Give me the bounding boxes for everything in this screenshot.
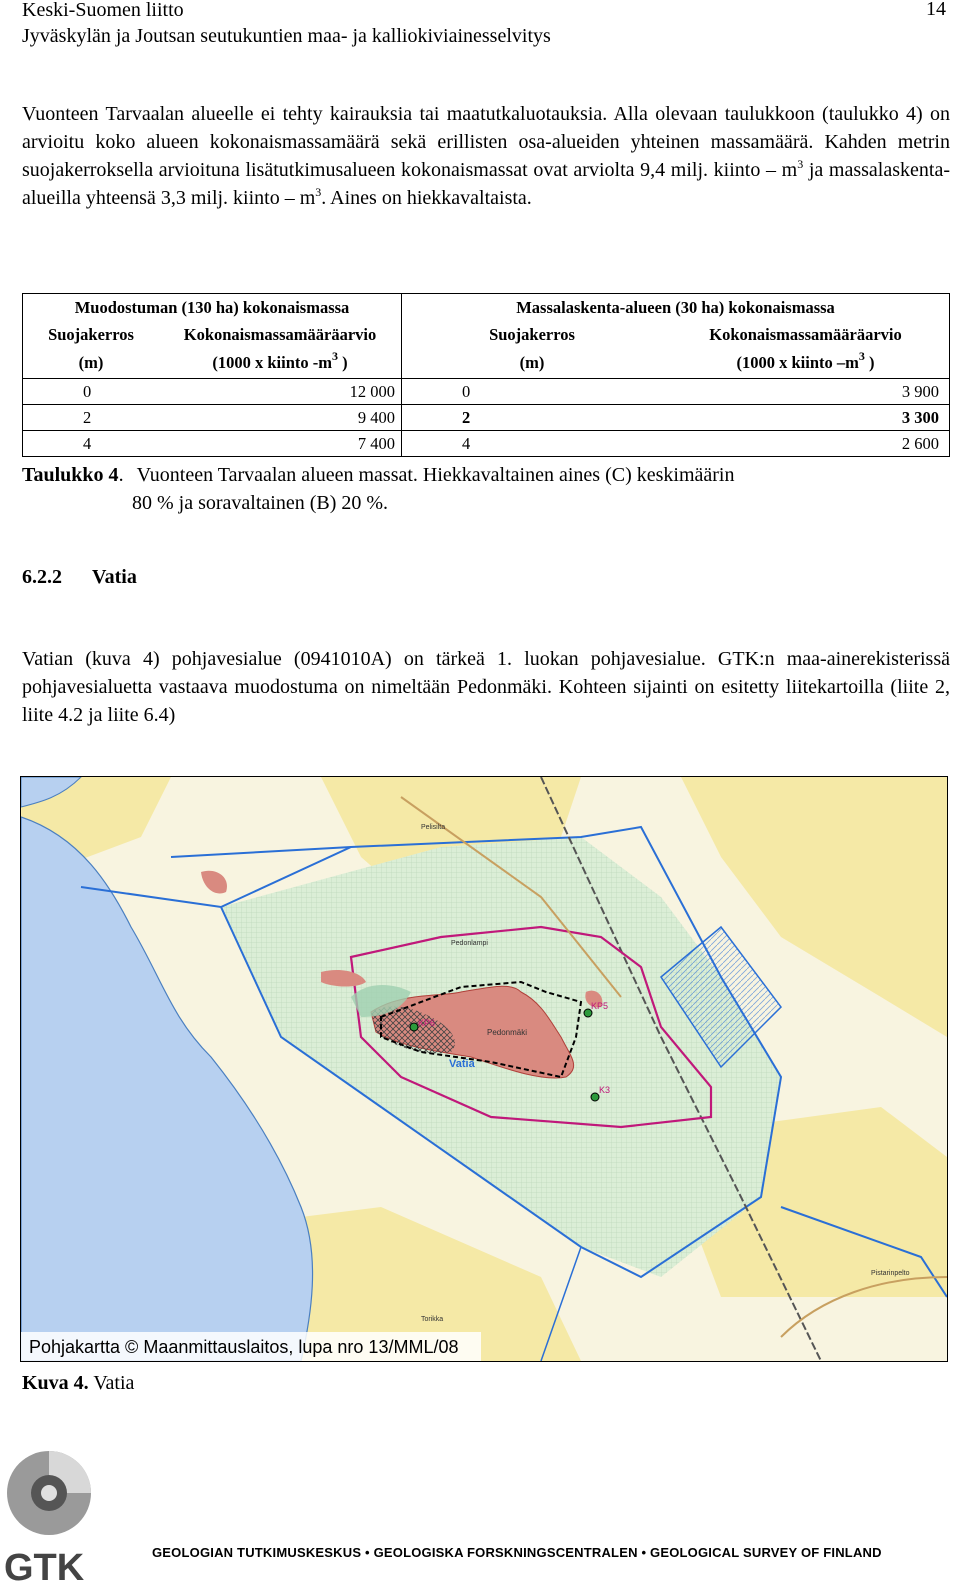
unit-left-close: ) [338, 353, 348, 372]
map-label-pedonlampi: Pedonlampi [451, 940, 488, 947]
table-caption [22, 461, 734, 489]
gtk-logo [4, 1445, 124, 1583]
map-label-pelisilta: Pelisilta [421, 824, 446, 831]
intro-paragraph [22, 100, 950, 212]
col-header-suojakerros-left: Suojakerros [48, 324, 134, 344]
col-header-kokonais-right: Kokonaismassamääräarvio [709, 324, 902, 344]
map-figure [20, 776, 948, 1362]
unit-right-sup: 3 [858, 349, 865, 363]
cell-suoja-right: 2 [402, 405, 663, 431]
figure-label: Kuva 4. [22, 1372, 89, 1394]
map-copyright: Pohjakartta © Maanmittauslaitos, lupa nro 13/MML/08 [29, 1337, 459, 1357]
cell-suoja-left: 0 [23, 379, 160, 405]
unit-right-text: (1000 x kiinto –m [736, 353, 859, 372]
header-org: Keski-Suomen liitto [22, 0, 184, 21]
table-unit-row [23, 348, 950, 379]
unit-m-right: (m) [519, 353, 545, 372]
cell-value-left: 9 400 [159, 405, 402, 431]
footer-institutions: GEOLOGIAN TUTKIMUSKESKUS • GEOLOGISKA FORSKNINGSCENTRALEN • GEOLOGICAL SURVEY OF FINLAND [152, 1545, 882, 1560]
map-label-pistarinpelto: Pistarinpelto [871, 1270, 910, 1277]
intro-sup-1: 3 [797, 157, 804, 171]
caption-label: Taulukko 4 [22, 464, 119, 486]
map-label-pedonmaki: Pedonmäki [487, 1028, 528, 1037]
table-row [23, 405, 950, 431]
cell-suoja-right: 4 [402, 431, 663, 457]
section-paragraph: Vatian (kuva 4) pohjavesialue (0941010A) on tärkeä 1. luokan pohjavesialue. GTK:n maa-ainerekisterissä pohjavesialuetta vastaava muodostuma on nimeltään Pedonmäki. Kohteen sijainti on esitetty liitekartoilla (liite 2, liite 4.2 ja liite 6.4) [22, 648, 950, 726]
cell-value-right: 3 900 [662, 379, 950, 405]
caption-text-2: 80 % ja soravaltainen (B) 20 %. [132, 492, 389, 514]
cell-suoja-left: 4 [23, 431, 160, 457]
col-header-kokonais-left: Kokonaismassamääräarvio [159, 321, 402, 348]
cell-value-right: 2 600 [662, 431, 950, 457]
caption-dot: . [118, 464, 124, 486]
map-canvas [21, 777, 947, 1361]
unit-m-left: (m) [78, 353, 104, 372]
table-group-header-row [23, 294, 950, 322]
map-label-k3: K3 [599, 1085, 611, 1095]
map-label-kp5: KP5 [591, 1001, 609, 1011]
table-row [23, 379, 950, 405]
table-column-header-row [23, 321, 950, 348]
cell-value-left: 7 400 [159, 431, 402, 457]
intro-text-2: ja massalaskenta-alueilla yhteensä 3,3 milj. kiinto – m [22, 159, 950, 209]
table-row [23, 431, 950, 457]
caption-text-1: Vuonteen Tarvaalan alueen massat. Hiekkavaltainen aines (C) keskimäärin [136, 464, 735, 486]
gtk-logo-text: GTK [4, 1547, 85, 1583]
intro-sup-2: 3 [315, 185, 322, 199]
group-header-left: Muodostuman (130 ha) kokonaismassa [23, 294, 402, 322]
map-label-torikka: Torikka [421, 1316, 444, 1323]
unit-left-sup: 3 [332, 349, 338, 363]
cell-suoja-right: 0 [402, 379, 663, 405]
unit-right-close: ) [864, 353, 875, 372]
unit-left-text: (1000 x kiinto -m [212, 353, 332, 372]
map-label-kp6: KP6 [418, 1018, 436, 1028]
group-header-right: Massalaskenta-alueen (30 ha) kokonaismassa [516, 297, 835, 317]
intro-text-1: Vuonteen Tarvaalan alueelle ei tehty kairauksia tai maatutkaluotauksia. Alla olevaan taulukkoon (taulukko 4) on arvioitu koko alueen kokonaismassamäärä sekä erillisten osa-alueiden yhteinen massamäärä. Kahden metrin suojakerroksella arvioituna lisätutkimusalueen kokonaismassat ovat arviolta 9,4 milj. kiinto – m [22, 103, 950, 181]
col-header-suojakerros-right: Suojakerros [489, 324, 575, 344]
gtk-globe-icon [4, 1445, 124, 1583]
cell-value-left: 12 000 [159, 379, 402, 405]
cell-value-right: 3 300 [662, 405, 950, 431]
header-report-title: Jyväskylän ja Joutsan seutukuntien maa- ja kalliokiviainesselvitys [22, 25, 551, 47]
section-number: 6.2.2 [22, 566, 62, 588]
figure-caption [22, 1372, 134, 1395]
map-label-vatia: Vatia [449, 1058, 475, 1070]
cell-suoja-left: 2 [23, 405, 160, 431]
section-title: Vatia [92, 566, 137, 588]
unit-volume-right [662, 348, 950, 379]
intro-text-3: . Aines on hiekkavaltaista. [321, 187, 532, 209]
table-4 [22, 293, 950, 457]
unit-volume-left [159, 348, 402, 379]
figure-text: Vatia [88, 1372, 135, 1394]
page-number: 14 [926, 0, 946, 20]
